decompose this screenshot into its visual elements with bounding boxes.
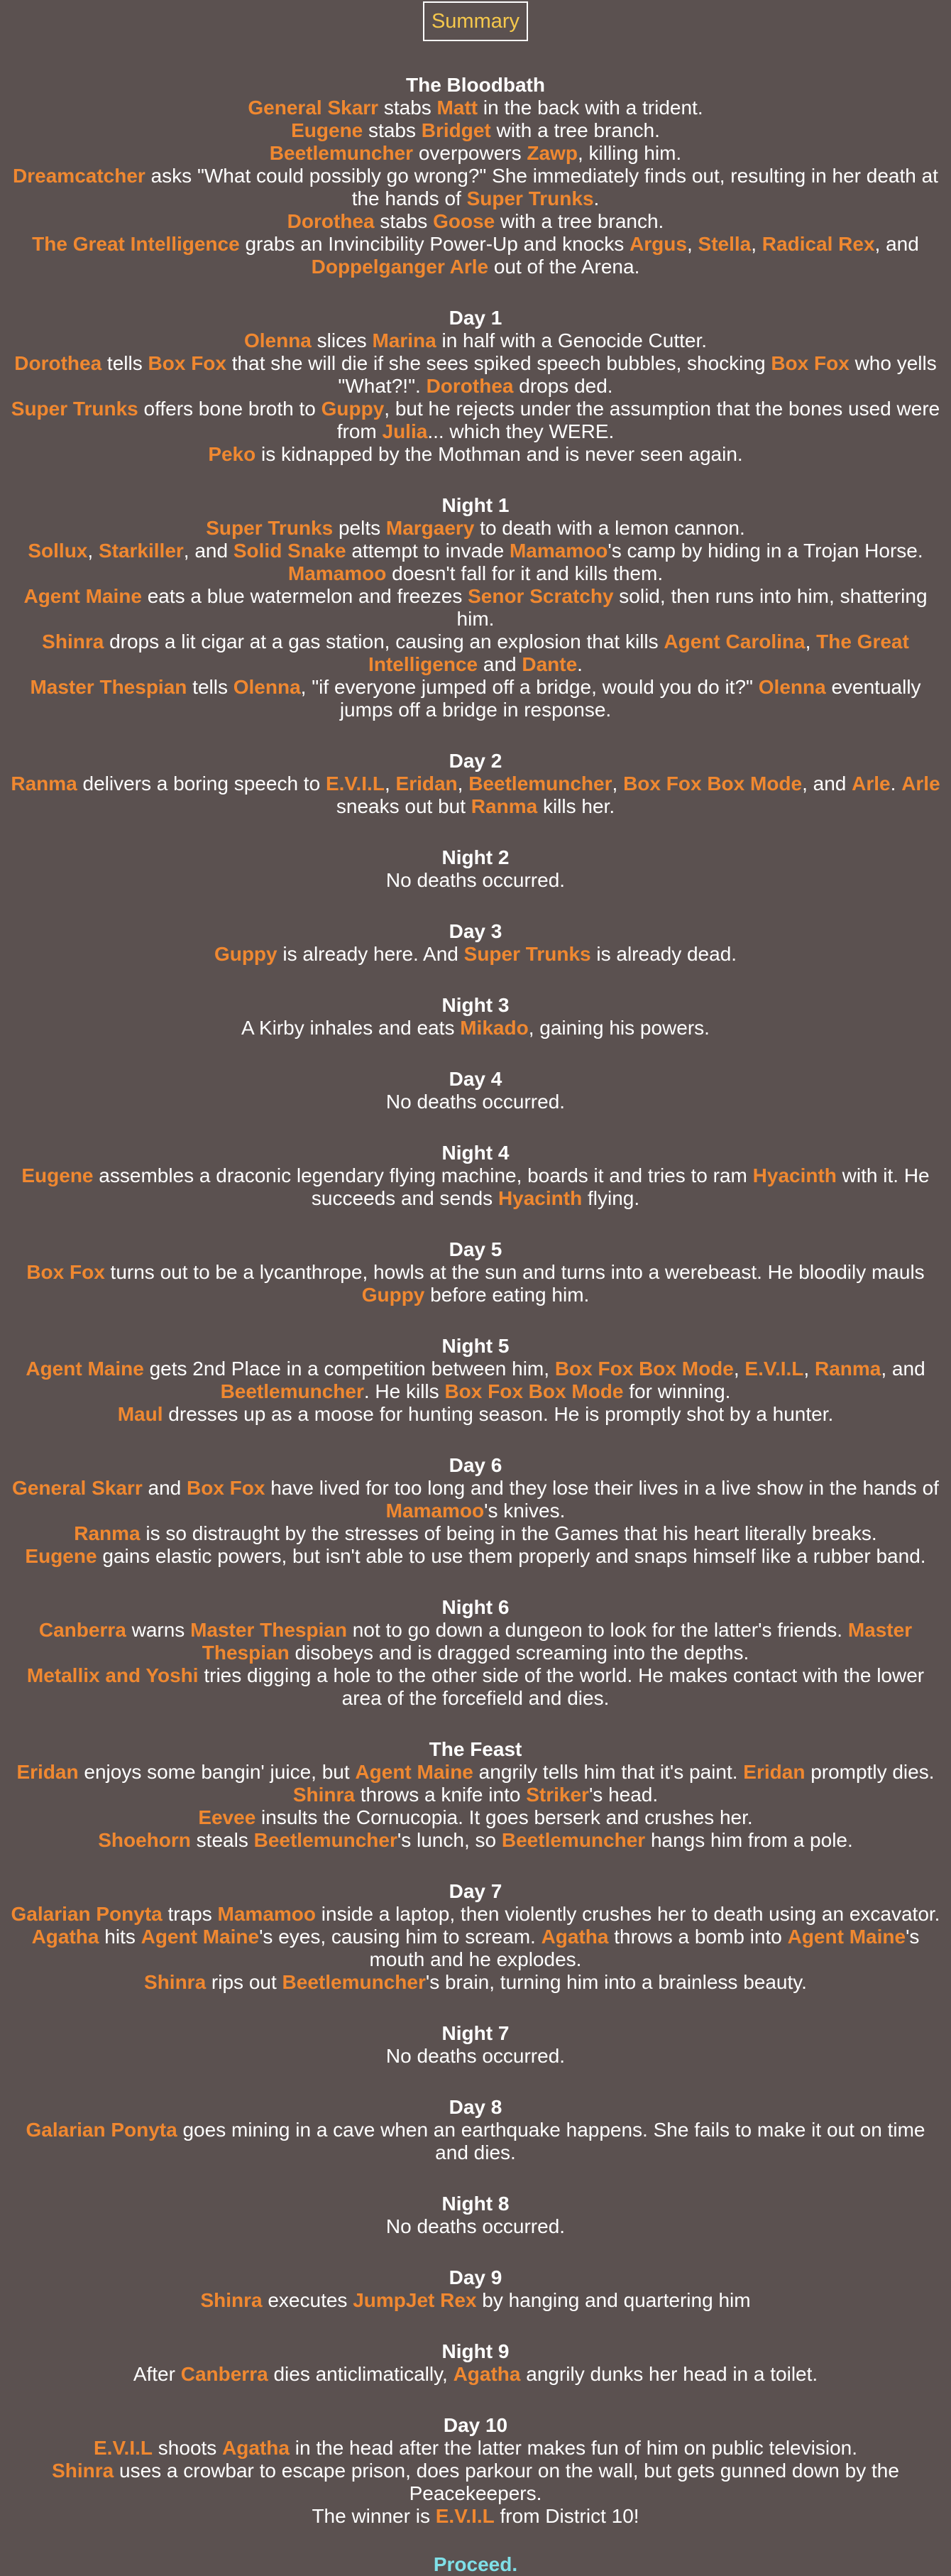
section-night-3 bbox=[0, 994, 951, 1039]
section-heading: Day 2 bbox=[449, 750, 502, 772]
section-night-5 bbox=[0, 1335, 951, 1426]
tribute-name: Julia bbox=[382, 420, 428, 442]
event-text: , bbox=[384, 773, 396, 795]
event-text: delivers a boring speech to bbox=[77, 773, 326, 795]
tribute-name: Marina bbox=[372, 329, 436, 351]
event-text: is already here. And bbox=[277, 943, 464, 965]
event-text: is kidnapped by the Mothman and is never seen again. bbox=[255, 443, 743, 465]
tribute-name: Dreamcatcher bbox=[13, 165, 145, 187]
event-text: 's eyes, causing him to scream. bbox=[259, 1926, 542, 1948]
event-text: . bbox=[593, 187, 600, 209]
tribute-name: Peko bbox=[208, 443, 256, 465]
section-night-7 bbox=[0, 2022, 951, 2068]
event-text: promptly dies. bbox=[805, 1761, 935, 1783]
event-text: assembles a draconic legendary flying machine, boards it and tries to ram bbox=[93, 1164, 753, 1186]
tribute-name: E.V.I.L bbox=[435, 2505, 495, 2527]
event-text: from District 10! bbox=[494, 2505, 639, 2527]
event-text: with it. He succeeds and sends bbox=[311, 1164, 930, 1209]
event-line bbox=[0, 1358, 951, 1403]
event-text: that she will die if she sees spiked speech bubbles, shocking bbox=[226, 352, 771, 374]
section-heading: Day 10 bbox=[443, 2414, 508, 2436]
section-heading: Day 1 bbox=[449, 307, 502, 329]
event-text: stabs bbox=[374, 210, 434, 232]
section-heading: Night 8 bbox=[441, 2193, 510, 2215]
tribute-name: Box Fox bbox=[26, 1261, 105, 1283]
event-line bbox=[0, 2215, 951, 2238]
tribute-name: Agatha bbox=[31, 1926, 99, 1948]
event-text: hits bbox=[99, 1926, 141, 1948]
section-heading: Night 5 bbox=[441, 1335, 510, 1357]
tribute-name: Shinra bbox=[42, 631, 104, 653]
event-text: , bbox=[733, 1358, 745, 1380]
tribute-name: E.V.I.L bbox=[744, 1358, 804, 1380]
event-text: in the head after the latter makes fun of him on public television. bbox=[289, 2437, 857, 2459]
event-line bbox=[0, 1761, 951, 1784]
tribute-name: Super Trunks bbox=[463, 943, 591, 965]
event-text: , "if everyone jumped off a bridge, would you do it?" bbox=[300, 676, 759, 698]
event-text: 's mouth and he explodes. bbox=[369, 1926, 920, 1970]
tribute-name: Metallix and Yoshi bbox=[26, 1664, 199, 1686]
tribute-name: Mamamoo bbox=[509, 540, 608, 562]
event-log bbox=[0, 74, 951, 2528]
event-text: and bbox=[142, 1477, 187, 1499]
event-text: doesn't fall for it and kills them. bbox=[386, 562, 664, 584]
tribute-name: The Great Intelligence bbox=[32, 233, 240, 255]
event-text: kills her. bbox=[537, 795, 615, 817]
event-text: tells bbox=[101, 352, 148, 374]
event-line bbox=[0, 562, 951, 585]
event-line bbox=[0, 165, 951, 210]
tribute-name: Eevee bbox=[198, 1806, 256, 1828]
event-line bbox=[0, 676, 951, 721]
event-text: ... which they WERE. bbox=[427, 420, 615, 442]
tribute-name: Canberra bbox=[180, 2363, 268, 2385]
tribute-name: Eugene bbox=[291, 119, 363, 141]
tribute-name: Beetlemuncher bbox=[282, 1971, 426, 1993]
event-line bbox=[0, 631, 951, 676]
event-text: enjoys some bangin' juice, but bbox=[78, 1761, 356, 1783]
event-text: No deaths occurred. bbox=[385, 1091, 566, 1113]
event-text: turns out to be a lycanthrope, howls at the sun and turns into a werebeast. He bloodily mauls bbox=[104, 1261, 925, 1283]
tribute-name: General Skarr bbox=[248, 97, 379, 119]
event-line bbox=[0, 329, 951, 352]
tribute-name: Mikado bbox=[460, 1017, 529, 1039]
event-line bbox=[0, 352, 951, 398]
event-text: not to go down a dungeon to look for the latter's friends. bbox=[347, 1619, 848, 1641]
section-day-4 bbox=[0, 1068, 951, 1113]
event-text: , and bbox=[802, 773, 852, 795]
section-heading: Night 3 bbox=[441, 994, 510, 1016]
tribute-name: Shinra bbox=[200, 2289, 263, 2311]
tribute-name: Guppy bbox=[321, 398, 385, 420]
section-day-7 bbox=[0, 1880, 951, 1994]
tribute-name: Starkiller bbox=[98, 540, 184, 562]
event-text: , bbox=[87, 540, 99, 562]
event-line bbox=[0, 119, 951, 142]
tribute-name: Beetlemuncher bbox=[269, 142, 414, 164]
event-text: , and bbox=[183, 540, 233, 562]
section-heading: Day 9 bbox=[449, 2266, 502, 2288]
event-line bbox=[0, 2119, 951, 2164]
tribute-name: Shoehorn bbox=[98, 1829, 191, 1851]
event-text: . bbox=[890, 773, 902, 795]
tribute-name: Shinra bbox=[144, 1971, 207, 1993]
tribute-name: Box Fox Box Mode bbox=[623, 773, 803, 795]
event-line bbox=[0, 1477, 951, 1522]
event-text: . bbox=[577, 653, 583, 675]
tribute-name: Agent Maine bbox=[355, 1761, 473, 1783]
tribute-name: Maul bbox=[117, 1403, 163, 1425]
tribute-name: Box Fox bbox=[771, 352, 850, 374]
section-day-2 bbox=[0, 750, 951, 818]
tribute-name: Stella bbox=[698, 233, 752, 255]
event-text: A Kirby inhales and eats bbox=[241, 1017, 461, 1039]
section-night-6 bbox=[0, 1596, 951, 1710]
section-day-3 bbox=[0, 920, 951, 966]
section-heading: Night 6 bbox=[441, 1596, 510, 1618]
section-the-bloodbath bbox=[0, 74, 951, 278]
event-line bbox=[0, 1829, 951, 1852]
section-night-2 bbox=[0, 846, 951, 892]
event-line bbox=[0, 517, 951, 540]
event-text: for winning. bbox=[623, 1380, 731, 1402]
tribute-name: Eugene bbox=[21, 1164, 94, 1186]
event-text: throws a bomb into bbox=[608, 1926, 788, 1948]
tribute-name: Agent Maine bbox=[26, 1358, 144, 1380]
tribute-name: Shinra bbox=[52, 2460, 114, 2482]
event-line bbox=[0, 398, 951, 443]
section-night-8 bbox=[0, 2193, 951, 2238]
summary-button[interactable]: Summary bbox=[423, 1, 528, 41]
tribute-name: Mamamoo bbox=[287, 562, 387, 584]
event-text: disobeys and is dragged screaming into the depths. bbox=[289, 1642, 749, 1664]
tribute-name: JumpJet Rex bbox=[353, 2289, 477, 2311]
event-text: , bbox=[686, 233, 698, 255]
event-line bbox=[0, 2045, 951, 2068]
top-bar bbox=[0, 0, 951, 44]
event-line bbox=[0, 142, 951, 165]
tribute-name: The Great Intelligence bbox=[368, 631, 909, 675]
tribute-name: Box Fox bbox=[148, 352, 226, 374]
event-text: 's head. bbox=[588, 1784, 659, 1806]
tribute-name: Agatha bbox=[453, 2363, 521, 2385]
section-the-feast bbox=[0, 1738, 951, 1852]
event-text: gets 2nd Place in a competition between him, bbox=[143, 1358, 555, 1380]
section-heading: Day 5 bbox=[449, 1238, 502, 1260]
tribute-name: Olenna bbox=[243, 329, 312, 351]
event-text: No deaths occurred. bbox=[385, 869, 566, 891]
event-text: 's knives. bbox=[484, 1500, 566, 1522]
event-line bbox=[0, 1784, 951, 1806]
event-line bbox=[0, 943, 951, 966]
event-line bbox=[0, 1261, 951, 1306]
section-heading: Day 8 bbox=[449, 2096, 502, 2118]
section-day-10 bbox=[0, 2414, 951, 2528]
tribute-name: Arle bbox=[901, 773, 940, 795]
event-text: solid, then runs into him, shattering him. bbox=[456, 585, 928, 630]
tribute-name: Master Thespian bbox=[30, 676, 187, 698]
event-line bbox=[0, 210, 951, 233]
tribute-name: Super Trunks bbox=[466, 187, 594, 209]
event-line bbox=[0, 443, 951, 466]
section-day-1 bbox=[0, 307, 951, 466]
tribute-name: Shinra bbox=[292, 1784, 355, 1806]
tribute-name: Galarian Ponyta bbox=[26, 2119, 177, 2141]
event-text: 's camp by hiding in a Trojan Horse. bbox=[608, 540, 923, 562]
tribute-name: Argus bbox=[630, 233, 687, 255]
tribute-name: Solid Snake bbox=[233, 540, 346, 562]
tribute-name: Canberra bbox=[38, 1619, 126, 1641]
event-text: and bbox=[478, 653, 522, 675]
event-line bbox=[0, 233, 951, 278]
section-heading: Night 9 bbox=[441, 2340, 510, 2362]
event-text: 's lunch, so bbox=[397, 1829, 502, 1851]
event-line bbox=[0, 2505, 951, 2528]
tribute-name: Zawp bbox=[527, 142, 578, 164]
event-text: pelts bbox=[333, 517, 386, 539]
tribute-name: Eridan bbox=[16, 1761, 79, 1783]
event-text: , bbox=[457, 773, 469, 795]
tribute-name: Dorothea bbox=[287, 210, 375, 232]
event-line bbox=[0, 2363, 951, 2386]
section-heading: Day 3 bbox=[449, 920, 502, 942]
tribute-name: Dorothea bbox=[14, 352, 102, 374]
event-text: executes bbox=[262, 2289, 353, 2311]
event-text: by hanging and quartering him bbox=[476, 2289, 751, 2311]
section-day-8 bbox=[0, 2096, 951, 2164]
section-heading: Night 7 bbox=[441, 2022, 510, 2044]
event-text: in the back with a trident. bbox=[478, 97, 703, 119]
event-line bbox=[0, 585, 951, 631]
tribute-name: Dorothea bbox=[426, 375, 514, 397]
event-line bbox=[0, 1926, 951, 1971]
event-text: offers bone broth to bbox=[138, 398, 321, 420]
event-text: have lived for too long and they lose their lives in a live show in the hands of bbox=[265, 1477, 939, 1499]
event-text: flying. bbox=[582, 1187, 640, 1209]
event-text: who yells "What?!". bbox=[338, 352, 937, 397]
event-text: stabs bbox=[378, 97, 437, 119]
tribute-name: Dante bbox=[522, 653, 578, 675]
tribute-name: Olenna bbox=[233, 676, 301, 698]
tribute-name: Agent Maine bbox=[787, 1926, 906, 1948]
section-heading: Night 1 bbox=[441, 494, 510, 516]
tribute-name: Box Fox Box Mode bbox=[554, 1358, 734, 1380]
event-text: gains elastic powers, but isn't able to use them properly and snaps himself like a rubber band. bbox=[97, 1545, 926, 1567]
event-line bbox=[0, 1522, 951, 1545]
event-text: before eating him. bbox=[424, 1284, 590, 1306]
event-line bbox=[0, 1619, 951, 1664]
tribute-name: Sollux bbox=[28, 540, 88, 562]
tribute-name: Matt bbox=[436, 97, 478, 119]
event-text: tells bbox=[187, 676, 233, 698]
event-text: , but he rejects under the assumption that the bones used were from bbox=[336, 398, 940, 442]
event-text: with a tree branch. bbox=[495, 210, 664, 232]
section-heading: Night 4 bbox=[441, 1142, 510, 1164]
event-line bbox=[0, 2460, 951, 2505]
event-line bbox=[0, 1545, 951, 1568]
event-text: asks "What could possibly go wrong?" She immediately finds out, resulting in her death at the hands of bbox=[145, 165, 938, 209]
event-text: shoots bbox=[153, 2437, 223, 2459]
tribute-name: Guppy bbox=[214, 943, 277, 965]
event-text: hangs him from a pole. bbox=[645, 1829, 853, 1851]
tribute-name: Beetlemuncher bbox=[468, 773, 612, 795]
section-heading: Day 4 bbox=[449, 1068, 502, 1090]
section-heading: Day 7 bbox=[449, 1880, 502, 1902]
tribute-name: Agatha bbox=[541, 1926, 609, 1948]
event-text: to death with a lemon cannon. bbox=[474, 517, 745, 539]
event-text: stabs bbox=[363, 119, 422, 141]
tribute-name: Eridan bbox=[743, 1761, 806, 1783]
event-line bbox=[0, 869, 951, 892]
section-day-5 bbox=[0, 1238, 951, 1306]
section-night-9 bbox=[0, 2340, 951, 2386]
section-heading: Night 2 bbox=[441, 846, 510, 868]
event-text: with a tree branch. bbox=[490, 119, 660, 141]
event-text: goes mining in a cave when an earthquake happens. She fails to make it out on time and dies. bbox=[177, 2119, 925, 2163]
event-line bbox=[0, 1403, 951, 1426]
tribute-name: Guppy bbox=[361, 1284, 425, 1306]
event-text: uses a crowbar to escape prison, does parkour on the wall, but gets gunned down by the Peacekeepers. bbox=[114, 2460, 899, 2504]
event-line bbox=[0, 1091, 951, 1113]
event-line bbox=[0, 1971, 951, 1994]
section-day-6 bbox=[0, 1454, 951, 1568]
tribute-name: E.V.I.L bbox=[325, 773, 385, 795]
event-line bbox=[0, 1664, 951, 1710]
tribute-name: Ranma bbox=[814, 1358, 881, 1380]
event-text: , bbox=[751, 233, 762, 255]
event-text: slices bbox=[311, 329, 373, 351]
event-text: is so distraught by the stresses of being in the Games that his heart literally breaks. bbox=[140, 1522, 877, 1544]
event-text: dies anticlimatically, bbox=[268, 2363, 453, 2385]
tribute-name: Beetlemuncher bbox=[220, 1380, 364, 1402]
event-text: No deaths occurred. bbox=[385, 2215, 566, 2237]
event-line bbox=[0, 2289, 951, 2312]
event-text: drops ded. bbox=[513, 375, 613, 397]
tribute-name: Super Trunks bbox=[206, 517, 334, 539]
tribute-name: Ranma bbox=[471, 795, 538, 817]
tribute-name: Agent Carolina bbox=[664, 631, 806, 653]
tribute-name: Agatha bbox=[222, 2437, 290, 2459]
event-text: , bbox=[805, 631, 817, 653]
tribute-name: Master Thespian bbox=[190, 1619, 348, 1641]
event-text: 's brain, turning him into a brainless beauty. bbox=[425, 1971, 807, 1993]
proceed-container bbox=[0, 2528, 951, 2576]
event-line bbox=[0, 540, 951, 562]
event-line bbox=[0, 1017, 951, 1039]
tribute-name: Senor Scratchy bbox=[468, 585, 614, 607]
tribute-name: Box Fox Box Mode bbox=[444, 1380, 624, 1402]
tribute-name: Galarian Ponyta bbox=[11, 1903, 163, 1925]
event-text: , bbox=[612, 773, 624, 795]
tribute-name: E.V.I.L bbox=[94, 2437, 153, 2459]
event-text: insults the Cornucopia. It goes berserk and crushes her. bbox=[255, 1806, 753, 1828]
tribute-name: Master Thespian bbox=[202, 1619, 913, 1664]
tribute-name: Eugene bbox=[25, 1545, 97, 1567]
event-line bbox=[0, 773, 951, 818]
event-text: throws a knife into bbox=[354, 1784, 527, 1806]
event-text: , and bbox=[874, 233, 919, 255]
event-text: overpowers bbox=[413, 142, 527, 164]
event-text: , gaining his powers. bbox=[528, 1017, 710, 1039]
event-text: The winner is bbox=[312, 2505, 436, 2527]
tribute-name: Beetlemuncher bbox=[501, 1829, 646, 1851]
event-line bbox=[0, 1903, 951, 1926]
tribute-name: Margaery bbox=[385, 517, 475, 539]
event-text: angrily dunks her head in a toilet. bbox=[520, 2363, 818, 2385]
event-text: sneaks out but bbox=[336, 795, 471, 817]
event-text: warns bbox=[126, 1619, 191, 1641]
tribute-name: Mamamoo bbox=[217, 1903, 316, 1925]
section-night-4 bbox=[0, 1142, 951, 1210]
event-text: . He kills bbox=[363, 1380, 445, 1402]
section-day-9 bbox=[0, 2266, 951, 2312]
tribute-name: Striker bbox=[526, 1784, 589, 1806]
tribute-name: Super Trunks bbox=[11, 398, 138, 420]
event-text: , and bbox=[881, 1358, 925, 1380]
tribute-name: Radical Rex bbox=[762, 233, 875, 255]
event-line bbox=[0, 1806, 951, 1829]
event-text: , killing him. bbox=[577, 142, 682, 164]
tribute-name: Goose bbox=[433, 210, 495, 232]
event-text: drops a lit cigar at a gas station, causing an explosion that kills bbox=[104, 631, 664, 653]
tribute-name: Ranma bbox=[11, 773, 77, 795]
tribute-name: Agent Maine bbox=[23, 585, 142, 607]
tribute-name: Agent Maine bbox=[141, 1926, 260, 1948]
event-text: angrily tells him that it's paint. bbox=[473, 1761, 744, 1783]
tribute-name: Hyacinth bbox=[498, 1187, 583, 1209]
event-line bbox=[0, 1164, 951, 1210]
tribute-name: Hyacinth bbox=[752, 1164, 837, 1186]
event-text: grabs an Invincibility Power-Up and knocks bbox=[239, 233, 630, 255]
event-text: in half with a Genocide Cutter. bbox=[436, 329, 708, 351]
event-text: No deaths occurred. bbox=[385, 2045, 566, 2067]
event-text: attempt to invade bbox=[346, 540, 510, 562]
section-heading: Day 6 bbox=[449, 1454, 502, 1476]
tribute-name: Doppelganger Arle bbox=[311, 256, 489, 278]
event-text: eventually jumps off a bridge in response. bbox=[339, 676, 921, 721]
tribute-name: Arle bbox=[852, 773, 891, 795]
event-text: After bbox=[133, 2363, 181, 2385]
event-text: steals bbox=[190, 1829, 254, 1851]
event-text: is already dead. bbox=[590, 943, 737, 965]
event-text: , bbox=[803, 1358, 815, 1380]
tribute-name: Eridan bbox=[395, 773, 458, 795]
event-text: dresses up as a moose for hunting season. He is promptly shot by a hunter. bbox=[163, 1403, 834, 1425]
event-text: inside a laptop, then violently crushes her to death using an excavator. bbox=[316, 1903, 940, 1925]
tribute-name: Ranma bbox=[74, 1522, 141, 1544]
event-text: tries digging a hole to the other side of the world. He makes contact with the lower area of the forcefield and dies. bbox=[198, 1664, 925, 1709]
event-text: rips out bbox=[206, 1971, 282, 1993]
proceed-link[interactable]: Proceed. bbox=[433, 2553, 518, 2575]
section-heading: The Feast bbox=[429, 1738, 522, 1760]
event-text: traps bbox=[162, 1903, 218, 1925]
event-line bbox=[0, 97, 951, 119]
event-text: eats a blue watermelon and freezes bbox=[141, 585, 468, 607]
tribute-name: Beetlemuncher bbox=[253, 1829, 397, 1851]
tribute-name: General Skarr bbox=[12, 1477, 143, 1499]
tribute-name: Olenna bbox=[758, 676, 826, 698]
event-line bbox=[0, 2437, 951, 2460]
tribute-name: Bridget bbox=[421, 119, 491, 141]
tribute-name: Mamamoo bbox=[385, 1500, 485, 1522]
tribute-name: Box Fox bbox=[187, 1477, 265, 1499]
section-night-1 bbox=[0, 494, 951, 721]
section-heading: The Bloodbath bbox=[406, 74, 545, 96]
event-text: out of the Arena. bbox=[488, 256, 640, 278]
